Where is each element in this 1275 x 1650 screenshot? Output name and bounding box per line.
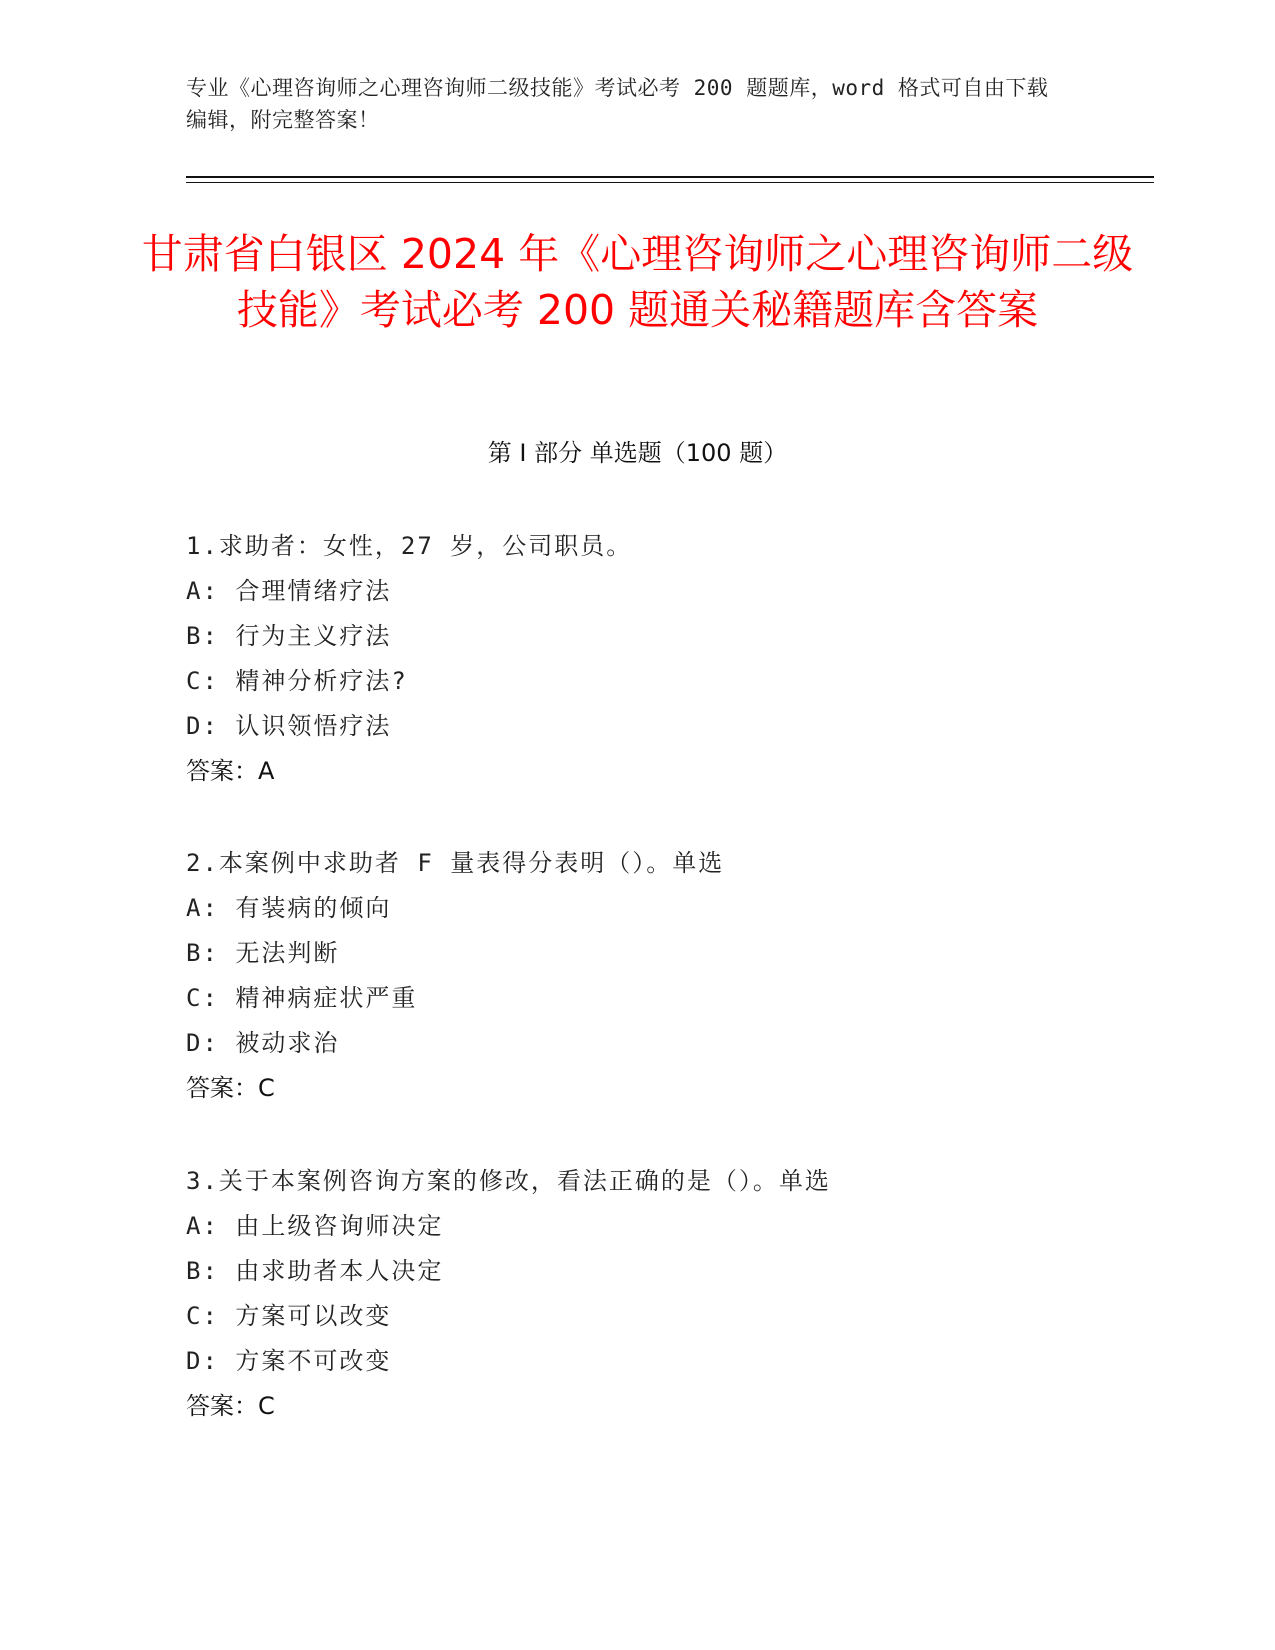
- section-heading: 第 I 部分 单选题（100 题）: [487, 439, 788, 467]
- option-c: C: 精神分析疗法?: [186, 667, 408, 695]
- question-item: [186, 1159, 1086, 1429]
- option-a: A: 有装病的倾向: [186, 894, 392, 922]
- option-c: C: 方案可以改变: [186, 1302, 392, 1330]
- option-a: A: 合理情绪疗法: [186, 577, 392, 605]
- option-a: A: 由上级咨询师决定: [186, 1212, 444, 1240]
- question-stem: 2.本案例中求助者 F 量表得分表明（）。单选: [186, 849, 725, 877]
- answer-line: 答案：A: [186, 757, 275, 785]
- question-item: [186, 841, 1086, 1111]
- document-title: 甘肃省白银区 2024 年《心理咨询师之心理咨询师二级技能》考试必考 200 题通关秘籍题库含答案: [141, 230, 1134, 334]
- option-c: C: 精神病症状严重: [186, 984, 418, 1012]
- question-item: [186, 524, 1086, 794]
- option-d: D: 认识领悟疗法: [186, 712, 392, 740]
- option-d: D: 方案不可改变: [186, 1347, 392, 1375]
- header-divider-thin: [186, 182, 1154, 183]
- question-stem: 1.求助者：女性，27 岁，公司职员。: [186, 532, 633, 560]
- header-note: 专业《心理咨询师之心理咨询师二级技能》考试必考 200 题题库，word 格式可自由下载编辑，附完整答案！: [186, 76, 1049, 132]
- option-d: D: 被动求治: [186, 1029, 340, 1057]
- answer-line: 答案：C: [186, 1074, 275, 1102]
- header-divider-thick: [186, 176, 1154, 178]
- option-b: B: 行为主义疗法: [186, 622, 392, 650]
- answer-line: 答案：C: [186, 1392, 275, 1420]
- option-b: B: 由求助者本人决定: [186, 1257, 444, 1285]
- option-b: B: 无法判断: [186, 939, 340, 967]
- question-stem: 3.关于本案例咨询方案的修改，看法正确的是（）。单选: [186, 1167, 831, 1195]
